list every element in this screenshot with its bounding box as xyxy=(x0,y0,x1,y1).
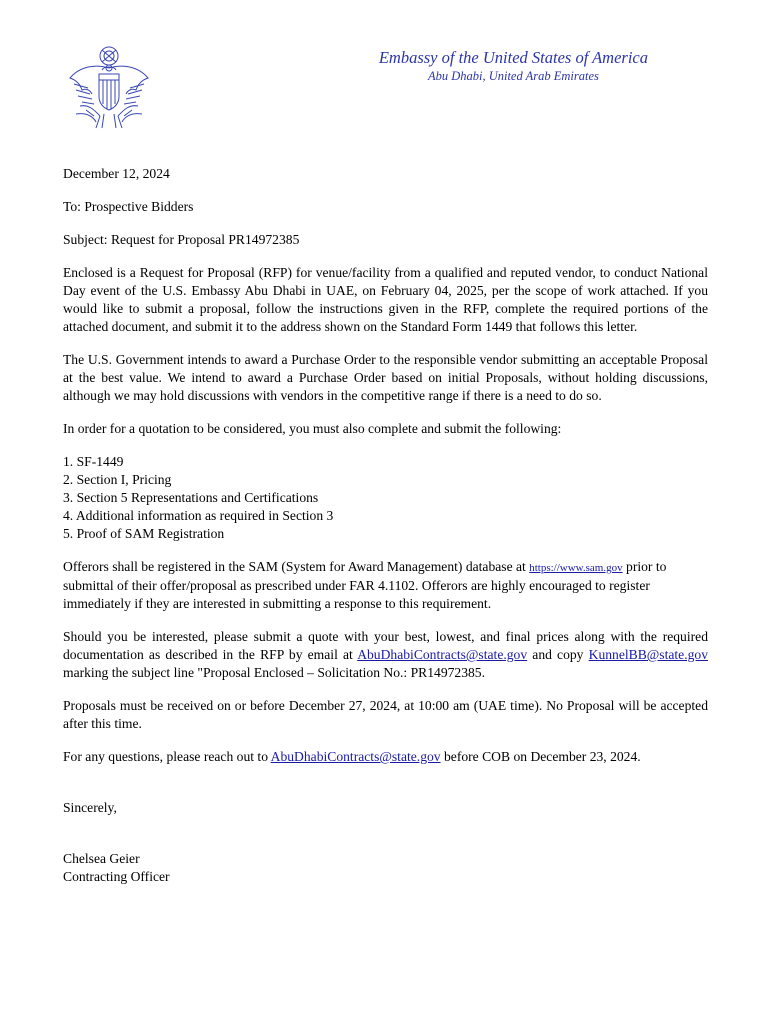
paragraph-quote xyxy=(63,628,708,682)
signature-block xyxy=(63,850,708,886)
signer-name: Chelsea Geier xyxy=(63,851,140,866)
embassy-seal-icon xyxy=(66,44,152,132)
closing: Sincerely, xyxy=(63,800,117,815)
list-item: 3. Section 5 Representations and Certifications xyxy=(63,490,319,505)
sam-text-before: Offerors shall be registered in the SAM (System for Award Management) database at xyxy=(63,559,530,574)
letter-body xyxy=(63,165,708,886)
embassy-location: Abu Dhabi, United Arab Emirates xyxy=(427,69,599,83)
sam-link[interactable]: https://www.sam.gov xyxy=(529,562,623,574)
paragraph-sam xyxy=(63,558,708,613)
questions-text-after: before COB on December 23, 2024. xyxy=(440,749,641,764)
list-item: 4. Additional information as required in Section 3 xyxy=(63,508,334,523)
letter-subject: Subject: Request for Proposal PR14972385 xyxy=(63,232,300,247)
questions-text-before: For any questions, please reach out to xyxy=(63,749,271,764)
quote-text-after: marking the subject line "Proposal Enclosed – Solicitation No.: PR14972385. xyxy=(63,665,486,680)
requirements-list xyxy=(63,453,708,543)
contracts-email-link[interactable]: AbuDhabiContracts@state.gov xyxy=(357,647,528,662)
paragraph-deadline: Proposals must be received on or before December 27, 2024, at 10:00 am (UAE time). No Proposal will be accepted after this time. xyxy=(63,698,708,731)
paragraph-requirements: In order for a quotation to be considered, you must also complete and submit the following: xyxy=(63,421,562,436)
embassy-name: Embassy of the United States of America xyxy=(378,48,648,67)
quote-text-middle: and copy xyxy=(527,647,589,662)
signer-title: Contracting Officer xyxy=(63,869,170,884)
quote-text-before: Should you be interested, please submit a quote with your best, lowest, and final prices along with the required documentation as described in the RFP by email at xyxy=(63,629,708,662)
sam-text-after: prior to submittal of their offer/proposal as prescribed under FAR 4.1102. Offerors are highly encouraged to register immediately if they are interested in submitting a response to this requirement. xyxy=(63,559,667,611)
paragraph-intro: Enclosed is a Request for Proposal (RFP) for venue/facility from a qualified and reputed vendor, to conduct National Day event of the U.S. Embassy Abu Dhabi in UAE, on February 04, 2025, per the scope of work attached. If you would like to submit a proposal, follow the instructions given in the RFP, complete the required portions of the attached document, and submit it to the address shown on the Standard Form 1449 that follows this letter. xyxy=(63,265,708,334)
paragraph-questions xyxy=(63,748,708,766)
letter-date: December 12, 2024 xyxy=(63,166,170,181)
questions-email-link[interactable]: AbuDhabiContracts@state.gov xyxy=(270,749,441,764)
paragraph-award: The U.S. Government intends to award a Purchase Order to the responsible vendor submitting an acceptable Proposal at the best value. We intend to award a Purchase Order based on initial Proposals, without holding discussions, although we may hold discussions with vendors in the competitive range if there is a need to do so. xyxy=(63,352,708,403)
list-item: 1. SF-1449 xyxy=(63,454,124,469)
list-item: 5. Proof of SAM Registration xyxy=(63,526,225,541)
letter-recipient: To: Prospective Bidders xyxy=(63,199,194,214)
kunnel-email-link[interactable]: KunnelBB@state.gov xyxy=(588,647,708,662)
list-item: 2. Section I, Pricing xyxy=(63,472,172,487)
letterhead xyxy=(379,48,648,84)
